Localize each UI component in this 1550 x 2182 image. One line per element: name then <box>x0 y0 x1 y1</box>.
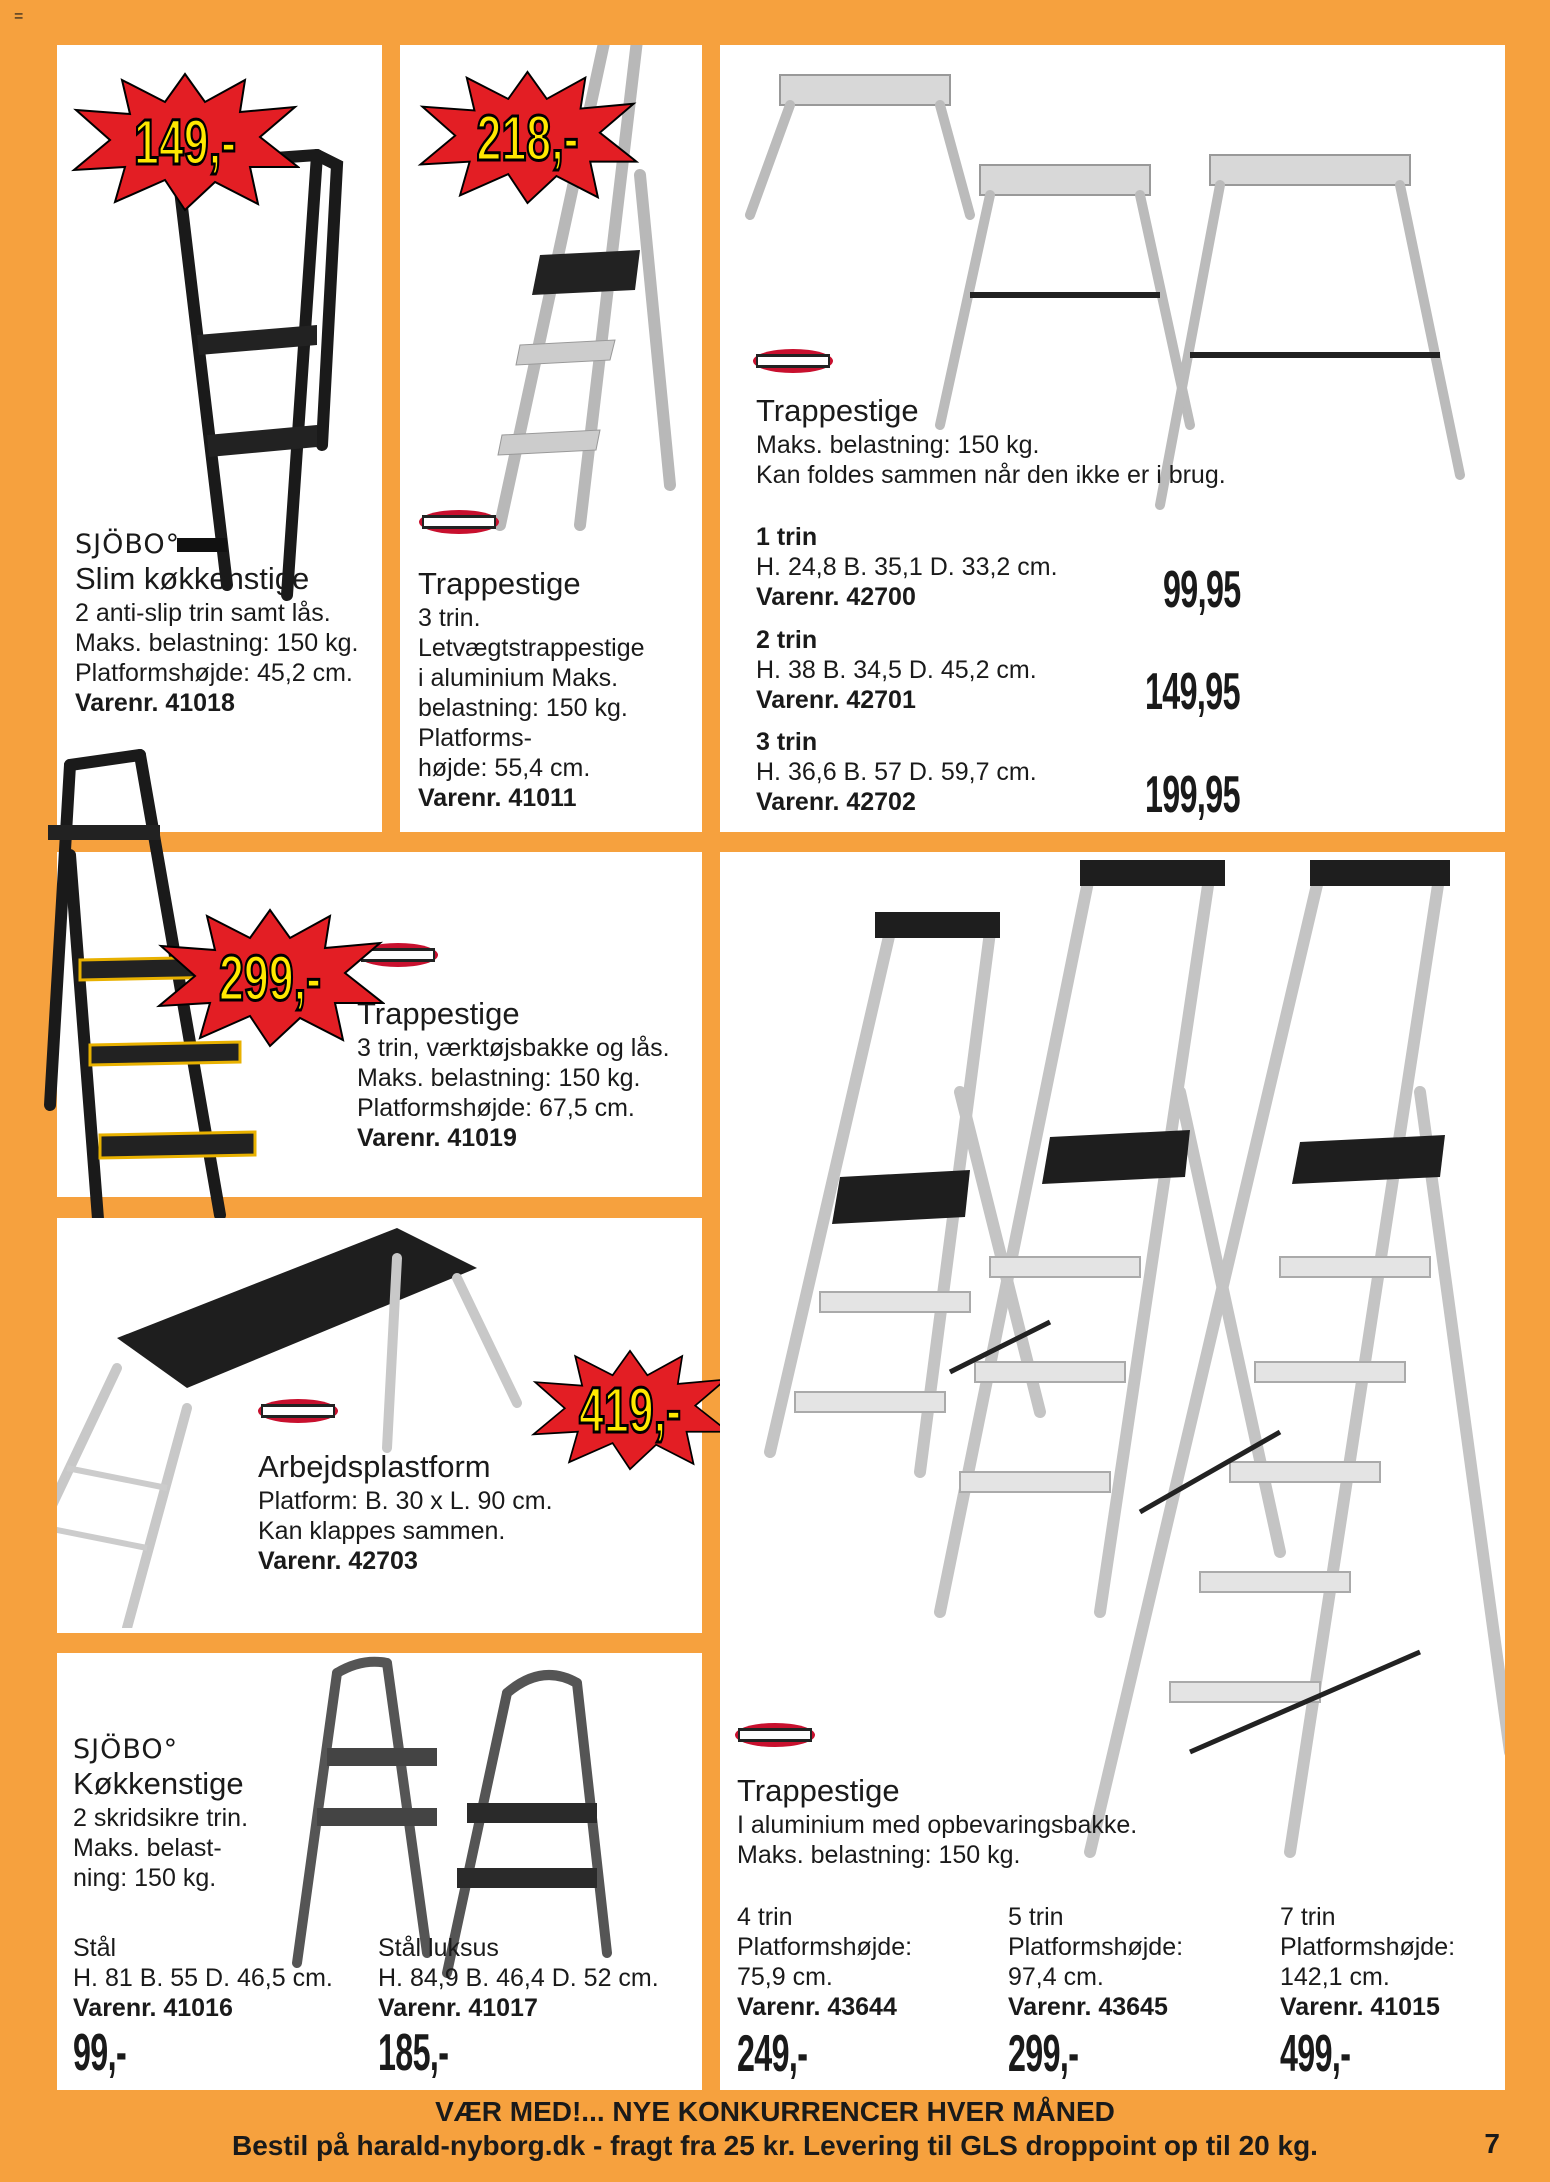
product-line: 3 trin. <box>418 604 481 632</box>
product-title: Trappestige <box>756 393 919 428</box>
variant-name: 5 trin <box>1008 1903 1064 1931</box>
product-line: i aluminium Maks. <box>418 664 619 692</box>
mitsutomo-logo-icon <box>752 340 834 382</box>
variant-dims: H. 81 B. 55 D. 46,5 cm. <box>73 1964 333 1992</box>
variant-price: 199,95 <box>1145 766 1240 824</box>
price-text: 419,- <box>578 1374 682 1446</box>
panel-kokkenstige <box>57 1653 702 2090</box>
variant-name: 7 trin <box>1280 1903 1336 1931</box>
page-number: 7 <box>1484 2128 1500 2159</box>
footer-line-1: VÆR MED!... NYE KONKURRENCER HVER MÅNED <box>435 2096 1115 2127</box>
product-title: Trappestige <box>737 1773 900 1808</box>
price-burst-trappe3 <box>415 70 640 205</box>
product-line: Letvægtstrappestige <box>418 634 645 662</box>
variant-varenr: Varenr. 43645 <box>1008 1993 1168 2021</box>
product-line: højde: 55,4 cm. <box>418 754 591 782</box>
variant-label: Platformshøjde: <box>1280 1933 1456 1961</box>
product-line: 2 skridsikre trin. <box>73 1804 249 1832</box>
variant-price: 249,- <box>737 2025 808 2083</box>
variant-label: Platformshøjde: <box>737 1933 913 1961</box>
product-varenr: Varenr. 41011 <box>418 784 577 812</box>
mitsutomo-logo-icon <box>734 1714 816 1756</box>
product-line: 2 anti-slip trin samt lås. <box>75 599 331 627</box>
product-line: Maks. belastning: 150 kg. <box>737 1841 1021 1869</box>
variant-price: 99,- <box>73 2024 127 2082</box>
product-varenr: Varenr. 41019 <box>357 1124 517 1152</box>
variant-name: 1 trin <box>756 523 818 551</box>
product-title: Slim køkkenstige <box>75 561 310 596</box>
brand-sjobo: SJÖBO° <box>75 529 181 560</box>
product-line: I aluminium med opbevaringsbakke. <box>737 1811 1138 1839</box>
variant-name: Stål luksus <box>378 1934 499 1962</box>
variant-name: 3 trin <box>756 728 818 756</box>
product-line: Platforms- <box>418 724 532 752</box>
variant-varenr: Varenr. 43644 <box>737 1993 897 2021</box>
product-line: ning: 150 kg. <box>73 1864 217 1892</box>
variant-price: 299,- <box>1008 2025 1079 2083</box>
product-line: Maks. belastning: 150 kg. <box>357 1064 641 1092</box>
variant-varenr: Varenr. 42701 <box>756 686 916 714</box>
price-burst-slim <box>70 72 300 212</box>
price-burst-platform <box>530 1340 730 1480</box>
mitsutomo-logo-icon <box>418 501 500 543</box>
variant-varenr: Varenr. 42700 <box>756 583 916 611</box>
product-title: Trappestige <box>357 996 520 1031</box>
variant-varenr: Varenr. 41016 <box>73 1994 233 2022</box>
price-text: 149,- <box>133 106 237 178</box>
product-varenr: Varenr. 42703 <box>258 1547 418 1575</box>
product-title: Trappestige <box>418 566 581 601</box>
product-line: Maks. belastning: 150 kg. <box>75 629 359 657</box>
panel-alu-trappestige <box>720 852 1505 2090</box>
variant-name: Stål <box>73 1934 117 1962</box>
product-line: Maks. belast- <box>73 1834 222 1862</box>
variant-varenr: Varenr. 41015 <box>1280 1993 1440 2021</box>
variant-height: 75,9 cm. <box>737 1963 833 1991</box>
brand-sjobo: SJÖBO° <box>73 1734 179 1765</box>
variant-price: 149,95 <box>1145 663 1240 721</box>
footer-order-link[interactable]: Bestil på harald-nyborg.dk - fragt fra 25 kr. Levering til GLS droppoint op til 20 kg. <box>232 2130 1318 2161</box>
mitsutomo-logo-icon <box>257 1390 339 1432</box>
product-line: belastning: 150 kg. <box>418 694 628 722</box>
corner-mark: = <box>14 8 24 25</box>
variant-price: 185,- <box>378 2024 449 2082</box>
price-text: 299,- <box>218 942 322 1014</box>
variant-height: 142,1 cm. <box>1280 1963 1390 1991</box>
variant-name: 4 trin <box>737 1903 793 1931</box>
product-title: Arbejdsplastform <box>258 1449 491 1484</box>
product-line: Platformshøjde: 67,5 cm. <box>357 1094 635 1122</box>
product-varenr: Varenr. 41018 <box>75 689 235 717</box>
variant-dims: H. 24,8 B. 35,1 D. 33,2 cm. <box>756 553 1058 581</box>
product-line: Maks. belastning: 150 kg. <box>756 431 1040 459</box>
ladder-icon <box>720 852 1505 1872</box>
price-burst-trappe-tool <box>155 908 385 1048</box>
variant-varenr: Varenr. 42702 <box>756 788 916 816</box>
variant-varenr: Varenr. 41017 <box>378 1994 538 2022</box>
variant-dims: H. 84,9 B. 46,4 D. 52 cm. <box>378 1964 659 1992</box>
variant-dims: H. 38 B. 34,5 D. 45,2 cm. <box>756 656 1037 684</box>
product-line: Platformshøjde: 45,2 cm. <box>75 659 353 687</box>
product-line: Platform: B. 30 x L. 90 cm. <box>258 1487 553 1515</box>
variant-price: 499,- <box>1280 2025 1351 2083</box>
variant-label: Platformshøjde: <box>1008 1933 1184 1961</box>
variant-height: 97,4 cm. <box>1008 1963 1104 1991</box>
product-line: 3 trin, værktøjsbakke og lås. <box>357 1034 670 1062</box>
panel-trappestige-multi <box>720 45 1505 832</box>
price-text: 218,- <box>476 101 579 174</box>
variant-price: 99,95 <box>1163 561 1241 619</box>
product-line: Kan klappes sammen. <box>258 1517 506 1545</box>
product-line: Kan foldes sammen når den ikke er i brug. <box>756 461 1226 489</box>
variant-name: 2 trin <box>756 626 818 654</box>
product-title: Køkkenstige <box>73 1766 244 1801</box>
variant-dims: H. 36,6 B. 57 D. 59,7 cm. <box>756 758 1037 786</box>
